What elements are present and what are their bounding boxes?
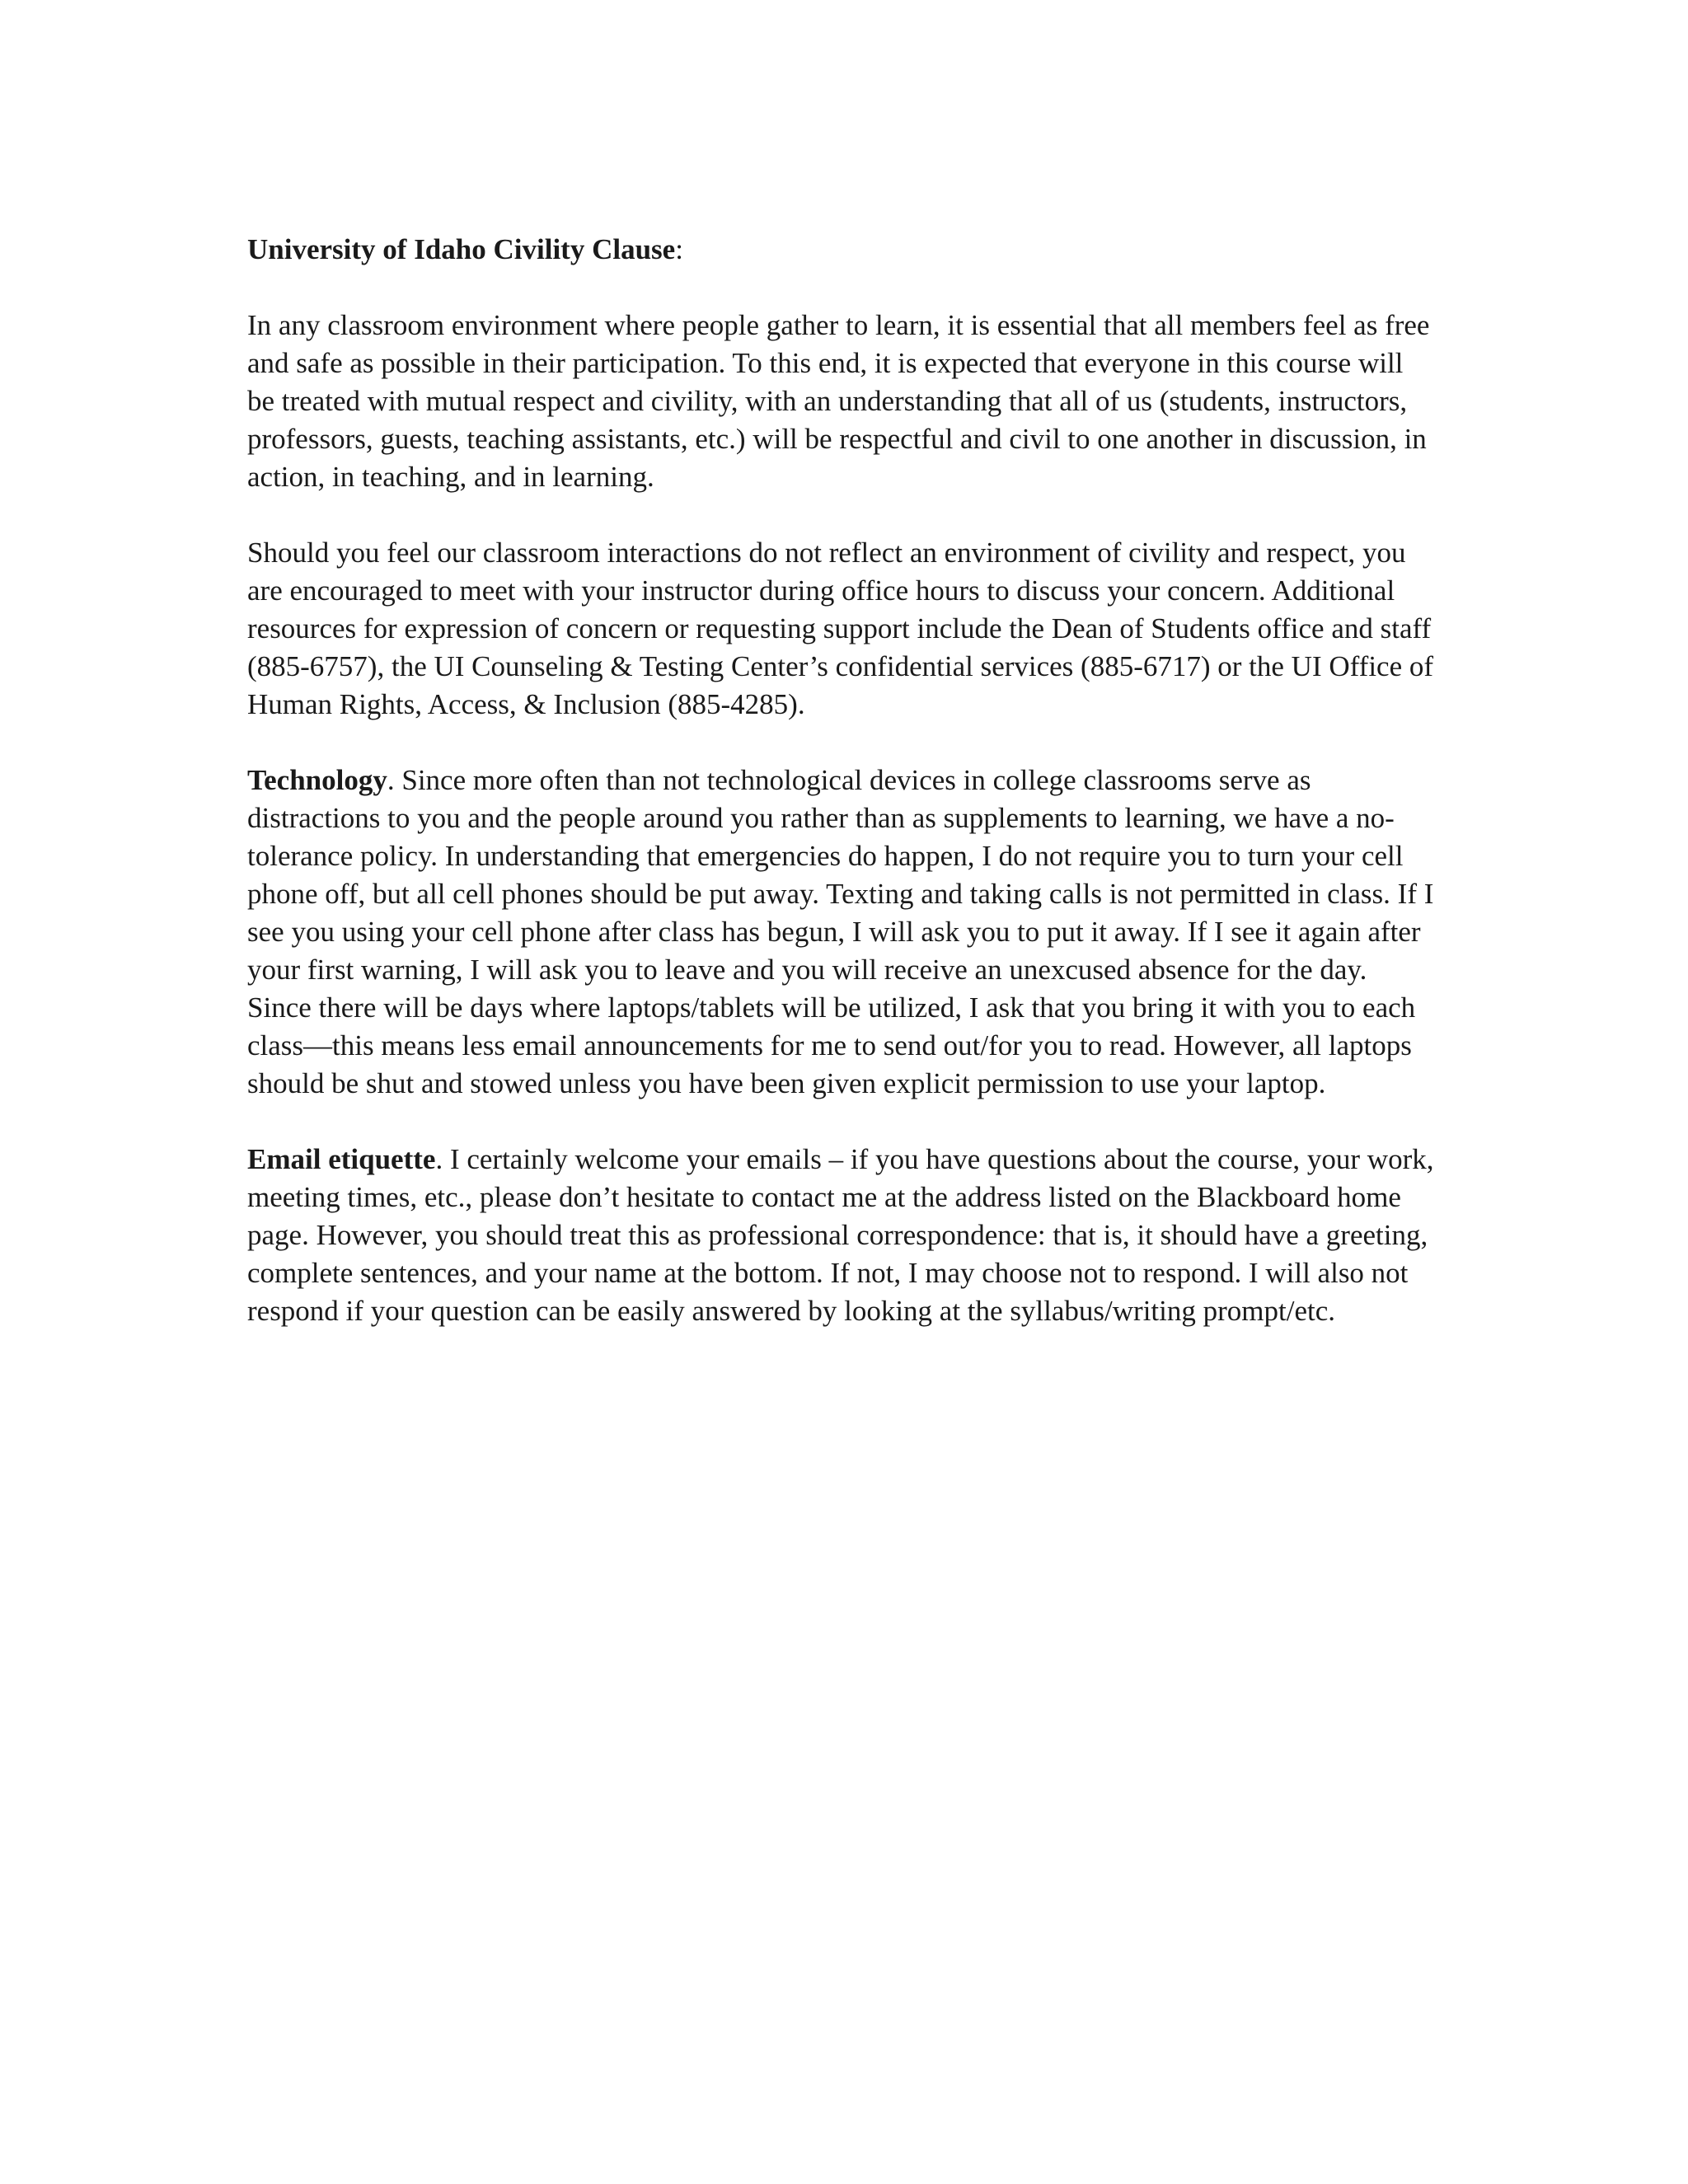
- email-body: . I certainly welcome your emails – if you have questions about the course, your work, meeting times, etc., please don’t hesitate to contact me at the address listed on the Blackboard home page. However, you should treat this as professional correspondence: that is, it should have a greeting, complete sentences, and your name at the bottom. If not, I may choose not to respond. I will also not respond if your question can be easily answered by looking at the syllabus/writing prompt/etc.: [247, 1143, 1434, 1327]
- email-section: [247, 1141, 1434, 1330]
- civility-heading: [247, 231, 1434, 269]
- technology-body: . Since more often than not technological devices in college classrooms serve as distractions to you and the people around you rather than as supplements to learning, we have a no-tolerance policy. In understanding that emergencies do happen, I do not require you to turn your cell phone off, but all cell phones should be put away. Texting and taking calls is not permitted in class. If I see you using your cell phone after class has begun, I will ask you to put it away. If I see it again after your first warning, I will ask you to leave and you will receive an unexcused absence for the day. Since there will be days where laptops/tablets will be utilized, I ask that you bring it with you to each class—this means less email announcements for me to send out/for you to read. However, all laptops should be shut and stowed unless you have been given explicit permission to use your laptop.: [247, 764, 1434, 1099]
- email-heading: Email etiquette: [247, 1143, 436, 1175]
- civility-title-suffix: :: [675, 233, 683, 265]
- document-page: [247, 231, 1434, 1368]
- technology-heading: Technology: [247, 764, 387, 796]
- civility-paragraph-2: Should you feel our classroom interactions do not reflect an environment of civility and respect, you are encouraged to meet with your instructor during office hours to discuss your concern. Additional resources for expression of concern or requesting support include the Dean of Students office and staff (885-6757), the UI Counseling & Testing Center’s confidential services (885-6717) or the UI Office of Human Rights, Access, & Inclusion (885-4285).: [247, 537, 1434, 720]
- civility-paragraph-1: In any classroom environment where people gather to learn, it is essential that all members feel as free and safe as possible in their participation. To this end, it is expected that everyone in this course will be treated with mutual respect and civility, with an understanding that all of us (students, instructors, professors, guests, teaching assistants, etc.) will be respectful and civil to one another in discussion, in action, in teaching, and in learning.: [247, 309, 1430, 493]
- civility-title: University of Idaho Civility Clause: [247, 233, 676, 265]
- technology-section: [247, 762, 1434, 1103]
